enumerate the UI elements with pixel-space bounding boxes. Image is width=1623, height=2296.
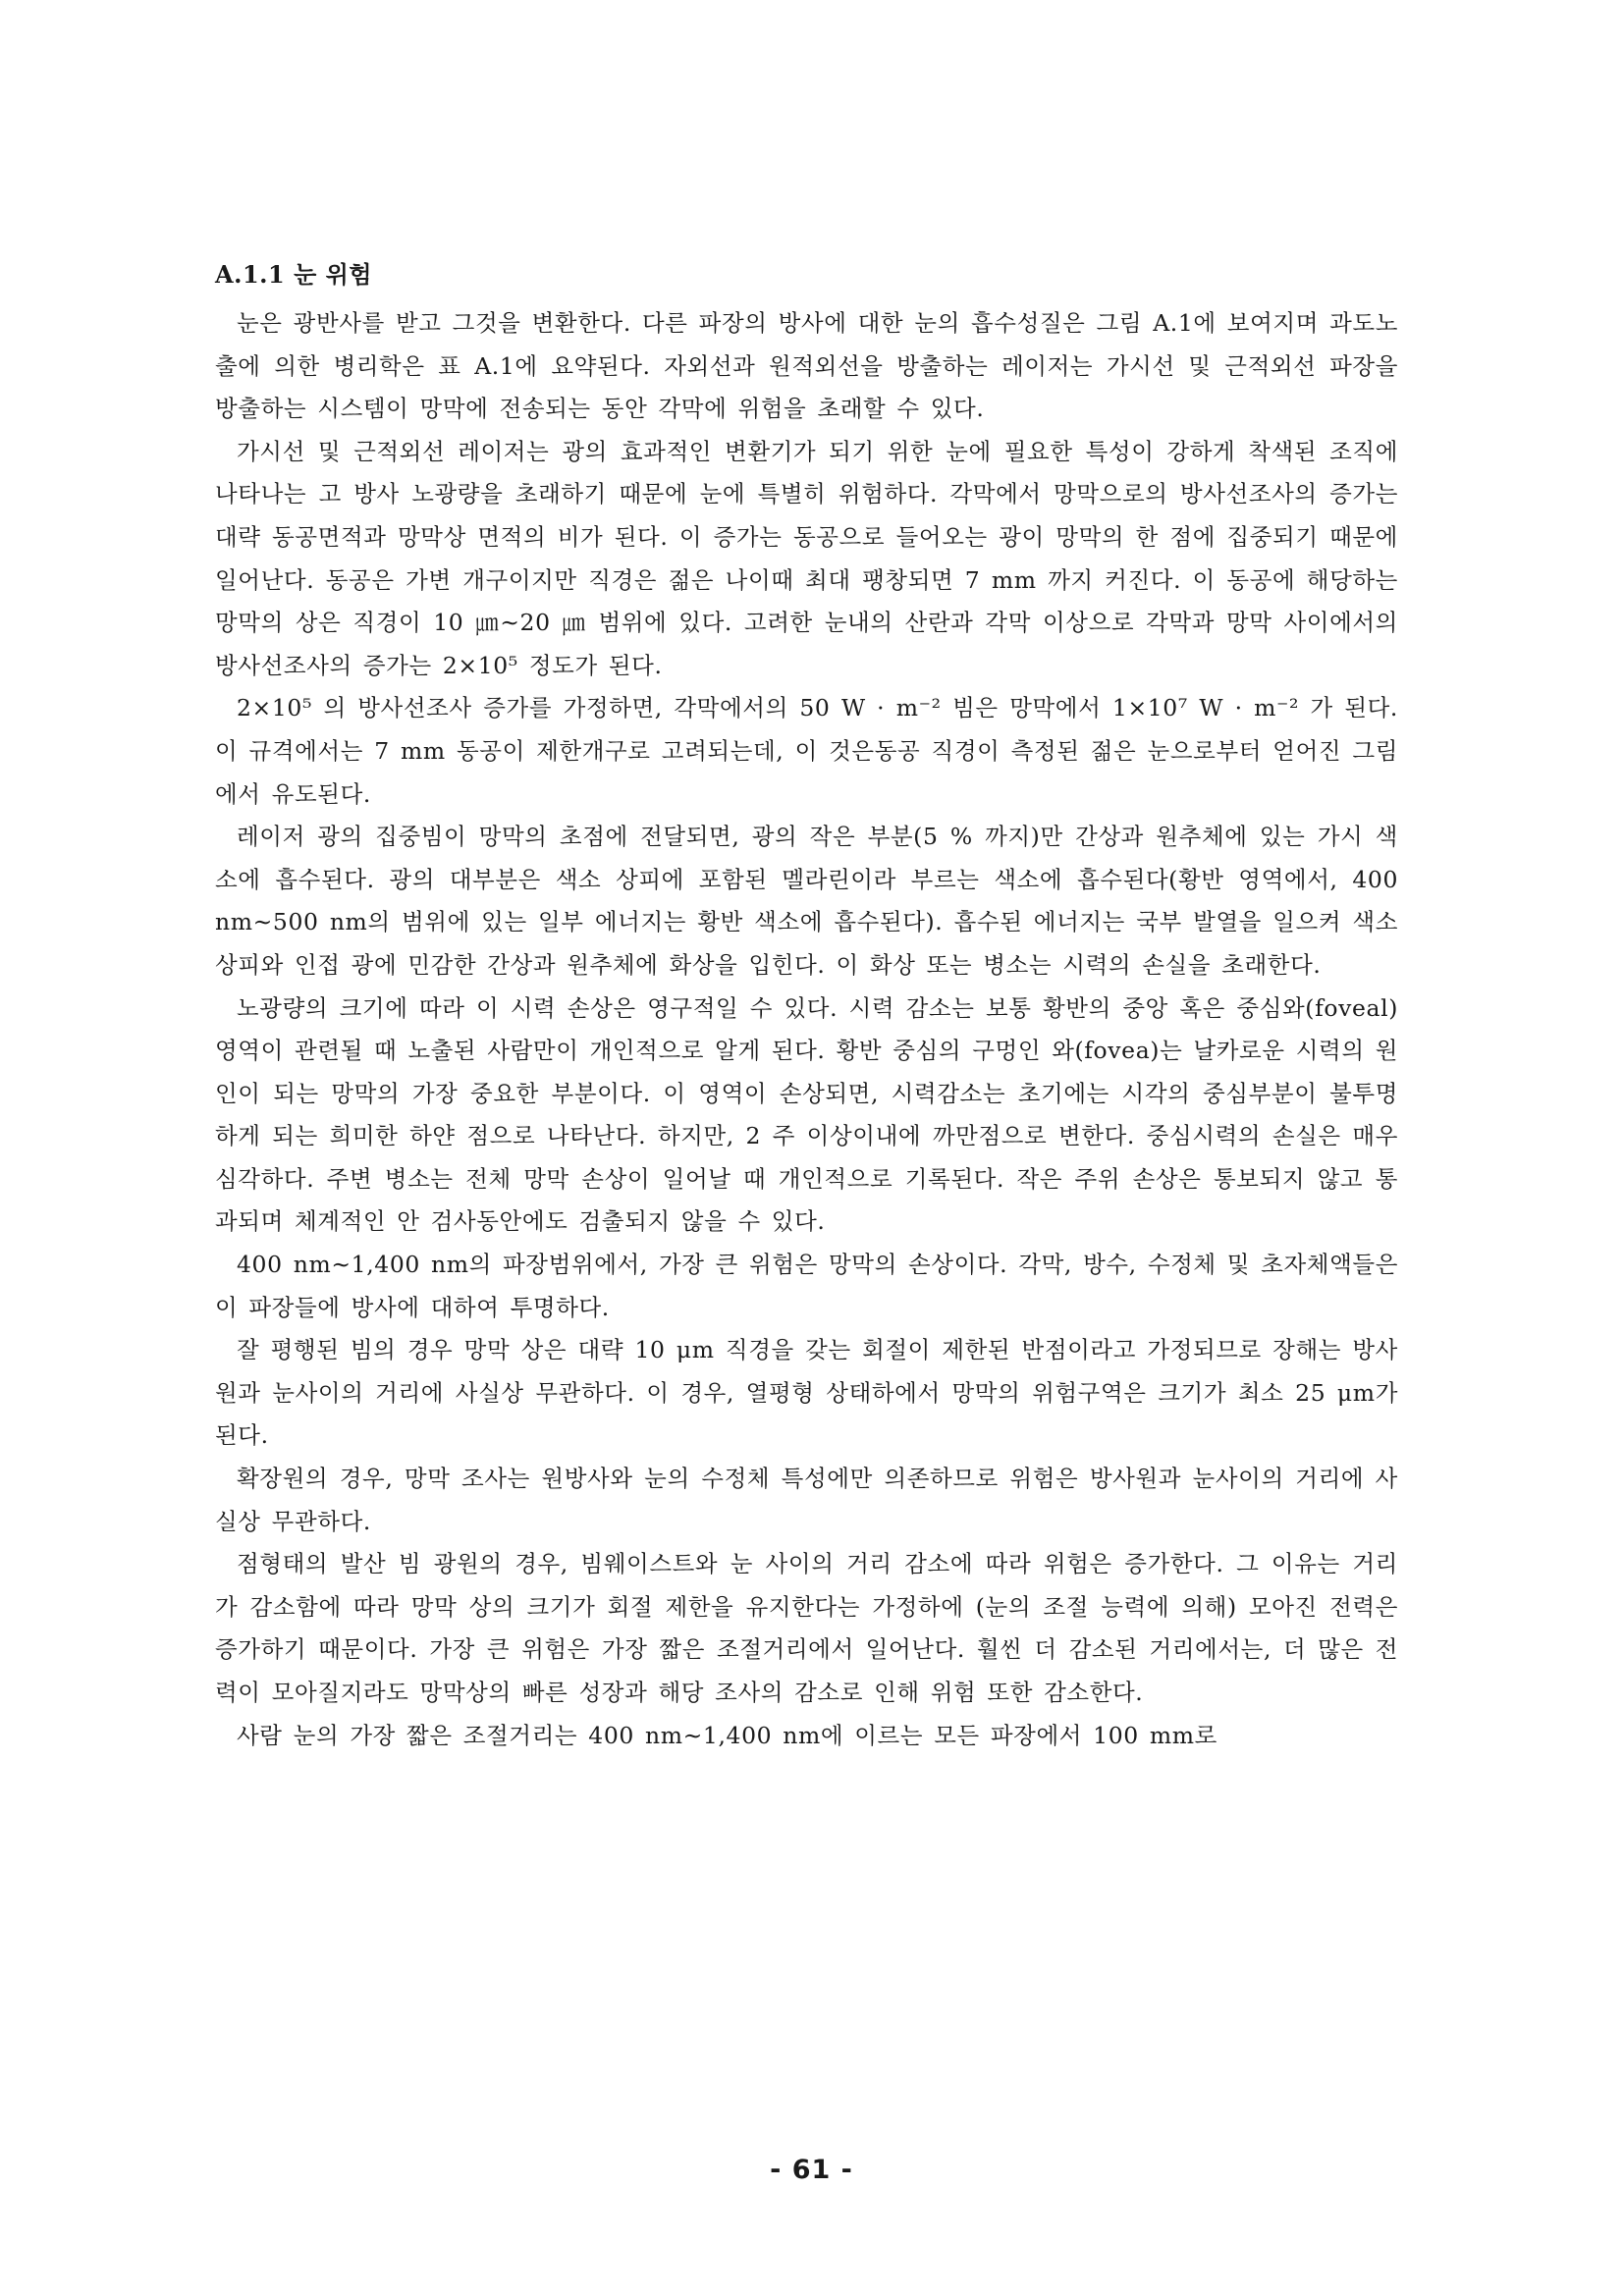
paragraph-collimated-beam: 잘 평행된 빔의 경우 망막 상은 대략 10 μm 직경을 갖는 회절이 제한된 반점이라고 가정되므로 장해는 방사원과 눈사이의 거리에 사실상 무관하다. 이 경우, 열평형 상태하에서 망막의 위험구역은 크기가 최소 25 μm가 된다.	[215, 1336, 1398, 1450]
paragraph-divergent-beam: 점형태의 발산 빔 광원의 경우, 빔웨이스트와 눈 사이의 거리 감소에 따라 위험은 증가한다. 그 이유는 거리가 감소함에 따라 망막 상의 크기가 회절 제한을 유지한다는 가정하에 (눈의 조절 능력에 의해) 모아진 전력은 증가하기 때문이다. 가장 큰 위험은 가장 짧은 조절거리에서 일어난다. 훨씬 더 감소된 거리에서는, 더 많은 전력이 모아질지라도 망막상의 빠른 성장과 해당 조사의 감소로 인해 위험 또한 감소한다.	[215, 1550, 1398, 1706]
paragraph-wavelength-range: 400 nm∼1,400 nm의 파장범위에서, 가장 큰 위험은 망막의 손상이다. 각막, 방수, 수정체 및 초자체액들은 이 파장들에 방사에 대하여 투명하다.	[215, 1251, 1398, 1321]
paragraph-accommodation-distance: 사람 눈의 가장 짧은 조절거리는 400 nm∼1,400 nm에 이르는 모든 파장에서 100 mm로	[237, 1721, 1217, 1749]
paragraph-visible-nir-hazard: 가시선 및 근적외선 레이저는 광의 효과적인 변환기가 되기 위한 눈에 필요한 특성이 강하게 착색된 조직에 나타나는 고 방사 노광량을 초래하기 때문에 눈에 특별히 위험하다. 각막에서 망막으로의 방사선조사의 증가는 대략 동공면적과 망막상 면적의 비가 된다. 이 증가는 동공으로 들어오는 광이 망막의 한 점에 집중되기 때문에 일어난다. 동공은 가변 개구이지만 직경은 젊은 나이때 최대 팽창되면 7 mm 까지 커진다. 이 동공에 해당하는 망막의 상은 직경이 10 ㎛∼20 ㎛ 범위에 있다. 고려한 눈내의 산란과 각막 이상으로 각막과 망막 사이에서의 방사선조사의 증가는 2×10⁵ 정도가 된다.	[215, 437, 1398, 679]
page-body	[215, 253, 1398, 1757]
page-number: - 61 -	[770, 2155, 853, 2185]
paragraph-extended-source: 확장원의 경우, 망막 조사는 원방사와 눈의 수정체 특성에만 의존하므로 위험은 방사원과 눈사이의 거리에 사실상 무관하다.	[215, 1465, 1398, 1535]
paragraph-irradiance-increase: 2×10⁵ 의 방사선조사 증가를 가정하면, 각막에서의 50 W · m⁻² 빔은 망막에서 1×10⁷ W · m⁻² 가 된다. 이 규격에서는 7 mm 동공이 제한개구로 고려되는데, 이 것은동공 직경이 측정된 젊은 눈으로부터 얻어진 그림에서 유도된다.	[215, 694, 1398, 808]
paragraph-eye-absorption: 눈은 광반사를 받고 그것을 변환한다. 다른 파장의 방사에 대한 눈의 흡수성질은 그림 A.1에 보여지며 과도노출에 의한 병리학은 표 A.1에 요약된다. 자외선과 원적외선을 방출하는 레이저는 가시선 및 근적외선 파장을 방출하는 시스템이 망막에 전송되는 동안 각막에 위험을 초래할 수 있다.	[215, 309, 1398, 423]
paragraph-focused-beam: 레이저 광의 집중빔이 망막의 초점에 전달되면, 광의 작은 부분(5 % 까지)만 간상과 원추체에 있는 가시 색소에 흡수된다. 광의 대부분은 색소 상피에 포함된 멜라린이라 부르는 색소에 흡수된다(황반 영역에서, 400 nm∼500 nm의 범위에 있는 일부 에너지는 황반 색소에 흡수된다). 흡수된 에너지는 국부 발열을 일으켜 색소 상피와 인접 광에 민감한 간상과 원추체에 화상을 입힌다. 이 화상 또는 병소는 시력의 손실을 초래한다.	[215, 823, 1398, 979]
section-heading: A.1.1 눈 위험	[215, 260, 372, 289]
paragraph-vision-loss: 노광량의 크기에 따라 이 시력 손상은 영구적일 수 있다. 시력 감소는 보통 황반의 중앙 혹은 중심와(foveal) 영역이 관련될 때 노출된 사람만이 개인적으로 알게 된다. 황반 중심의 구멍인 와(fovea)는 날카로운 시력의 원인이 되는 망막의 가장 중요한 부분이다. 이 영역이 손상되면, 시력감소는 초기에는 시각의 중심부분이 불투명하게 되는 희미한 하얀 점으로 나타난다. 하지만, 2 주 이상이내에 까만점으로 변한다. 중심시력의 손실은 매우 심각하다. 주변 병소는 전체 망막 손상이 일어날 때 개인적으로 기록된다. 작은 주위 손상은 통보되지 않고 통과되며 체계적인 안 검사동안에도 검출되지 않을 수 있다.	[215, 993, 1398, 1236]
